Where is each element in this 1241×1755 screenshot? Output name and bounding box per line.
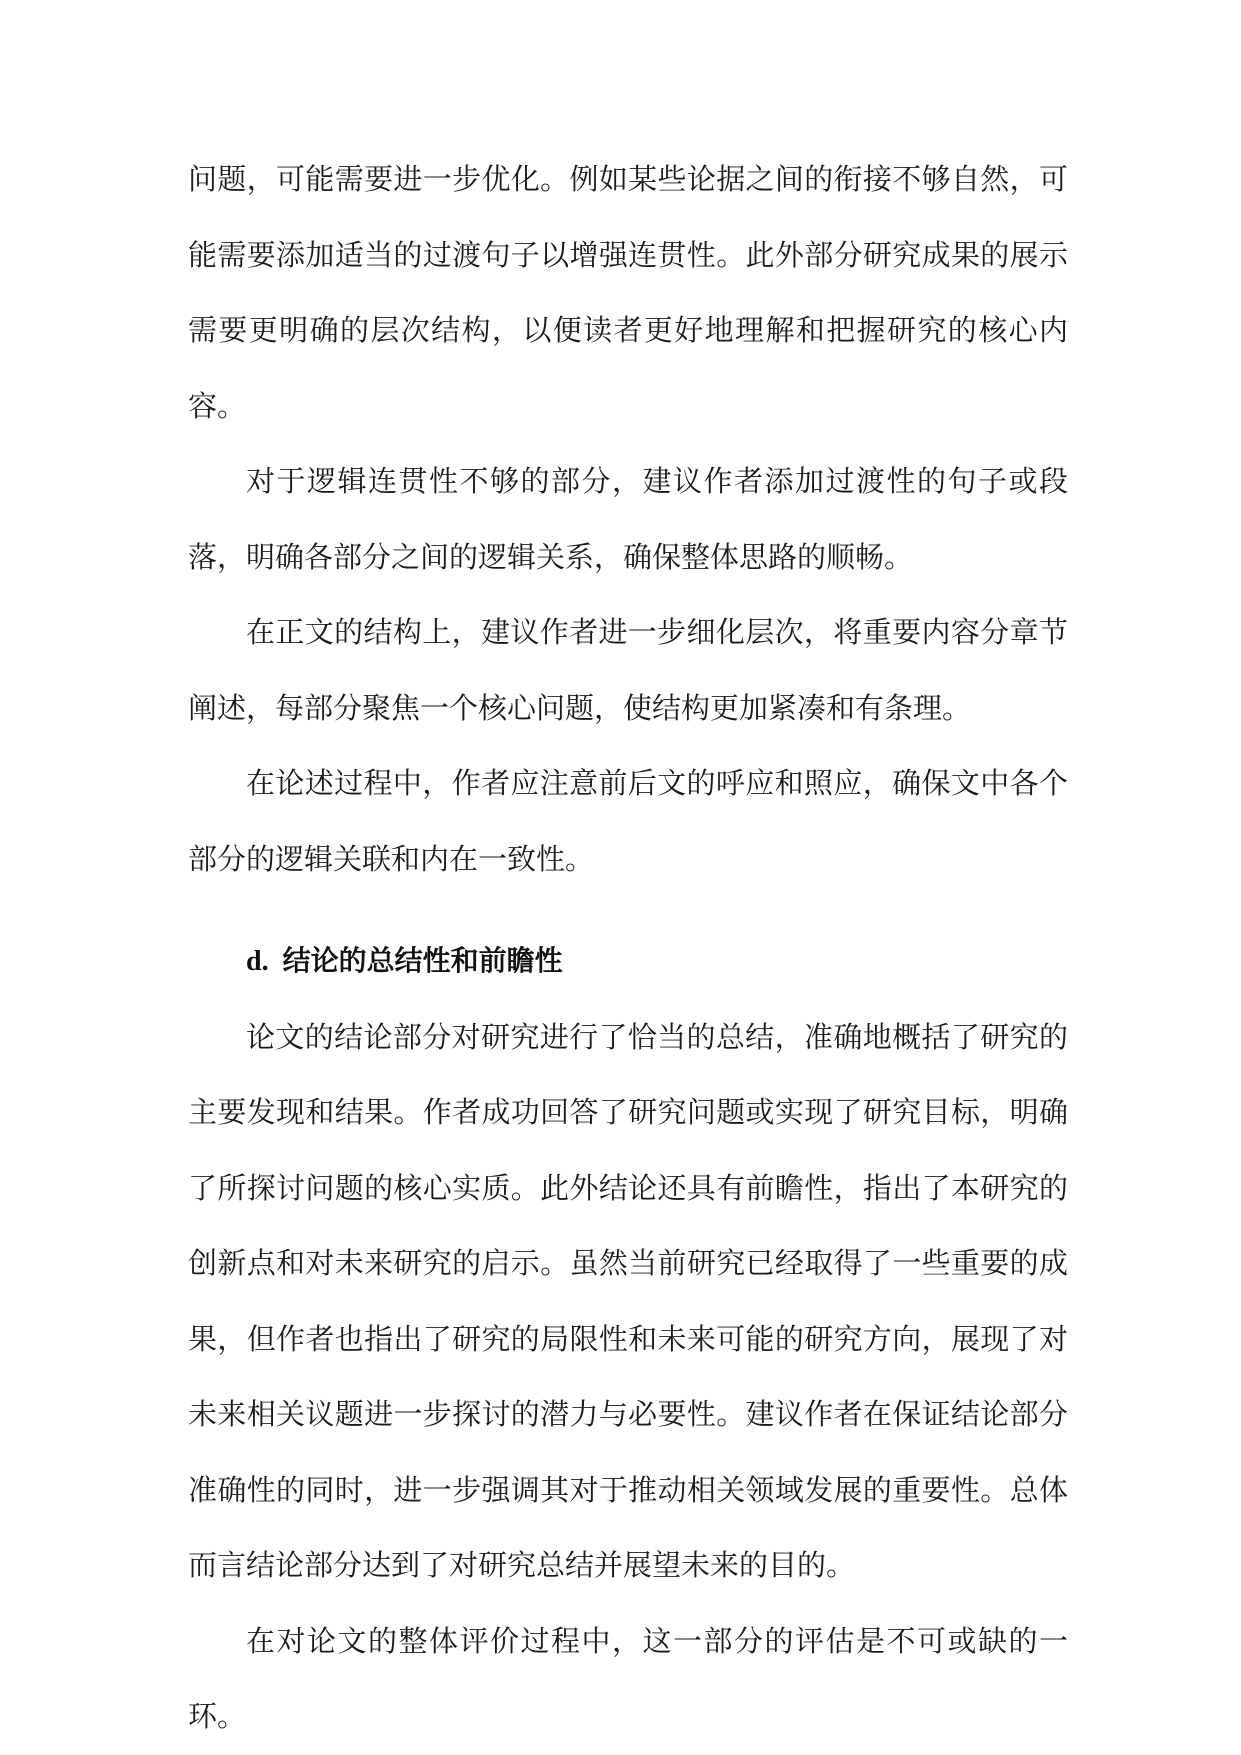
paragraph-overall-evaluation: 在对论文的整体评价过程中，这一部分的评估是不可或缺的一环。 (188, 1623, 1068, 1733)
paragraph-optimization-issues: 问题，可能需要进一步优化。例如某些论据之间的衔接不够自然，可能需要添加适当的过渡句子以增强连贯性。此外部分研究成果的展示需要更明确的层次结构，以便读者更好地理解和把握研究的核心内容。 (188, 162, 1068, 423)
paragraph-consistency: 在论述过程中，作者应注意前后文的呼应和照应，确保文中各个部分的逻辑关联和内在一致性。 (188, 766, 1068, 876)
section-marker: d. (246, 946, 269, 977)
paragraph-structure-suggestion: 在正文的结构上，建议作者进一步细化层次，将重要内容分章节阐述，每部分聚焦一个核心问题，使结构更加紧凑和有条理。 (188, 615, 1068, 725)
section-heading (188, 923, 1068, 1000)
section-title: 结论的总结性和前瞻性 (282, 944, 563, 977)
paragraph-conclusion-summary: 论文的结论部分对研究进行了恰当的总结，准确地概括了研究的主要发现和结果。作者成功回答了研究问题或实现了研究目标，明确了所探讨问题的核心实质。此外结论还具有前瞻性，指出了本研究的创新点和对未来研究的启示。虽然当前研究已经取得了一些重要的成果，但作者也指出了研究的局限性和未来可能的研究方向，展现了对未来相关议题进一步探讨的潜力与必要性。建议作者在保证结论部分准确性的同时，进一步强调其对于推动相关领域发展的重要性。总体而言结论部分达到了对研究总结并展望未来的目的。 (188, 1019, 1068, 1582)
paragraph-logical-coherence: 对于逻辑连贯性不够的部分，建议作者添加过渡性的句子或段落，明确各部分之间的逻辑关系，确保整体思路的顺畅。 (188, 464, 1068, 574)
document-body (188, 142, 1068, 1755)
